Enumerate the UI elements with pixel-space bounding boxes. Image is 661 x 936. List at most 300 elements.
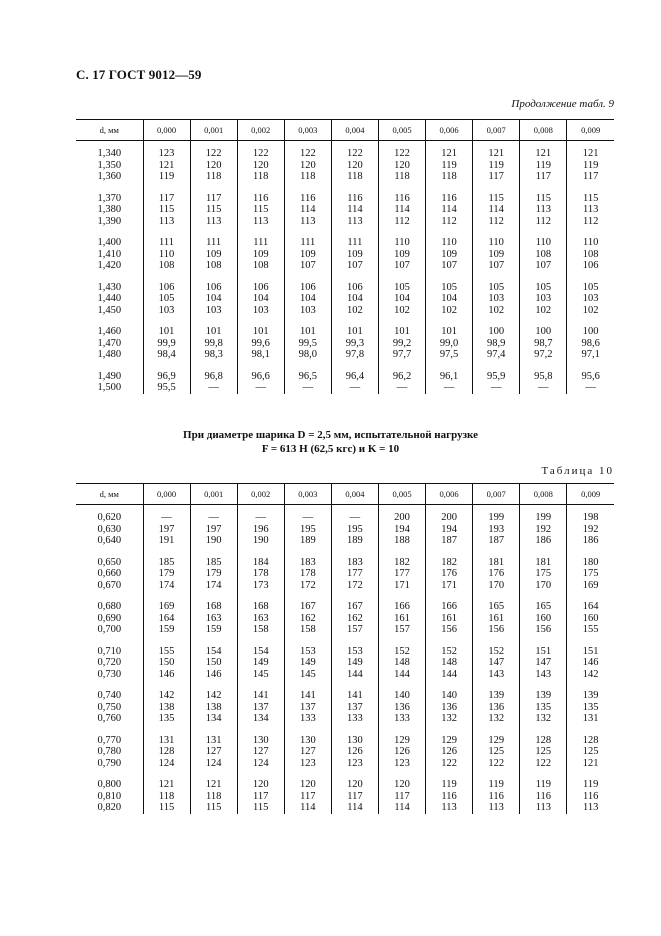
- hardness-cell: 106: [143, 282, 190, 294]
- hardness-cell: 127: [284, 746, 331, 758]
- hardness-cell: 107: [473, 260, 520, 272]
- hardness-cell: 189: [284, 535, 331, 547]
- hardness-cell: 118: [378, 171, 425, 183]
- spacer-cell: [567, 316, 614, 326]
- hardness-cell: 97,5: [426, 349, 473, 361]
- hardness-cell: 173: [237, 580, 284, 592]
- spacer-cell: [331, 361, 378, 371]
- spacer-cell: [426, 725, 473, 735]
- hardness-cell: 199: [473, 505, 520, 524]
- hardness-cell: 127: [190, 746, 237, 758]
- diameter-cell: 0,650: [97, 556, 122, 568]
- hardness-cell: 164: [143, 613, 190, 625]
- hardness-cell: 102: [378, 305, 425, 317]
- hardness-cell: 99,5: [284, 338, 331, 350]
- table-row: [76, 746, 614, 758]
- hardness-cell: 117: [331, 791, 378, 803]
- spacer-cell: [190, 361, 237, 371]
- hardness-cell: 116: [426, 193, 473, 205]
- hardness-cell: 98,7: [520, 338, 567, 350]
- spacer-cell: [190, 183, 237, 193]
- hardness-cell: 141: [331, 690, 378, 702]
- hardness-cell: 104: [237, 293, 284, 305]
- table-header-row: [76, 120, 614, 141]
- hardness-cell: 175: [567, 568, 614, 580]
- diameter-cell: 0,720: [97, 657, 122, 668]
- spacer-cell: [567, 591, 614, 601]
- hardness-cell: 122: [190, 141, 237, 160]
- hardness-cell: 151: [567, 646, 614, 658]
- spacer-cell: [426, 547, 473, 557]
- hardness-cell: 115: [143, 802, 190, 814]
- table-row: [76, 141, 614, 160]
- hardness-cell: 99,9: [143, 338, 190, 350]
- table-row: [76, 524, 614, 536]
- hardness-cell: 119: [567, 160, 614, 172]
- hardness-cell: 199: [520, 505, 567, 524]
- hardness-cell: 110: [143, 249, 190, 261]
- spacer-cell: [426, 272, 473, 282]
- table-row: [76, 601, 614, 613]
- hardness-cell: 107: [284, 260, 331, 272]
- hardness-cell: 147: [520, 657, 567, 669]
- spacer-cell: [76, 769, 143, 779]
- hardness-cell: 98,0: [284, 349, 331, 361]
- hardness-cell: 109: [284, 249, 331, 261]
- diameter-cell: 0,820: [97, 802, 122, 813]
- group-spacer: [76, 183, 614, 193]
- spacer-cell: [473, 591, 520, 601]
- column-header-offset: 0,006: [426, 120, 473, 141]
- hardness-cell: 142: [143, 690, 190, 702]
- hardness-cell: —: [567, 382, 614, 394]
- hardness-cell: 122: [520, 758, 567, 770]
- hardness-cell: 113: [567, 802, 614, 814]
- hardness-cell: 116: [284, 193, 331, 205]
- hardness-cell: —: [190, 505, 237, 524]
- diameter-cell: 0,670: [97, 579, 122, 591]
- hardness-cell: 107: [520, 260, 567, 272]
- table10-caption: [0, 428, 661, 456]
- hardness-cell: 197: [190, 524, 237, 536]
- spacer-cell: [567, 769, 614, 779]
- hardness-cell: 146: [567, 657, 614, 669]
- hardness-cell: 198: [567, 505, 614, 524]
- hardness-cell: 119: [473, 779, 520, 791]
- hardness-cell: 102: [567, 305, 614, 317]
- hardness-cell: 110: [473, 237, 520, 249]
- spacer-cell: [190, 725, 237, 735]
- spacer-cell: [473, 547, 520, 557]
- hardness-cell: 96,2: [378, 371, 425, 383]
- hardness-cell: 156: [473, 624, 520, 636]
- hardness-cell: 121: [143, 160, 190, 172]
- hardness-cell: 98,4: [143, 349, 190, 361]
- hardness-cell: 111: [284, 237, 331, 249]
- hardness-cell: 113: [520, 802, 567, 814]
- hardness-cell: 122: [284, 141, 331, 160]
- hardness-cell: 115: [190, 204, 237, 216]
- spacer-cell: [378, 183, 425, 193]
- spacer-cell: [520, 227, 567, 237]
- hardness-cell: 183: [331, 557, 378, 569]
- hardness-cell: 119: [426, 779, 473, 791]
- hardness-cell: 103: [190, 305, 237, 317]
- diameter-cell: 0,700: [97, 624, 122, 635]
- hardness-cell: 120: [331, 779, 378, 791]
- table-continuation-label: Продолжение табл. 9: [511, 98, 614, 110]
- spacer-cell: [284, 725, 331, 735]
- hardness-cell: 171: [426, 580, 473, 592]
- hardness-cell: 115: [143, 204, 190, 216]
- spacer-cell: [284, 591, 331, 601]
- diameter-cell: 1,460: [97, 326, 122, 337]
- hardness-cell: —: [473, 382, 520, 394]
- hardness-cell: 158: [284, 624, 331, 636]
- hardness-cell: 142: [190, 690, 237, 702]
- hardness-cell: 123: [284, 758, 331, 770]
- table-row: [76, 646, 614, 658]
- hardness-cell: 123: [378, 758, 425, 770]
- hardness-cell: 98,3: [190, 349, 237, 361]
- table-row: [76, 305, 614, 317]
- hardness-cell: 187: [473, 535, 520, 547]
- hardness-cell: 112: [378, 216, 425, 228]
- spacer-cell: [143, 725, 190, 735]
- hardness-cell: 156: [520, 624, 567, 636]
- hardness-cell: 120: [284, 160, 331, 172]
- hardness-cell: 120: [190, 160, 237, 172]
- hardness-cell: 105: [143, 293, 190, 305]
- hardness-cell: 183: [284, 557, 331, 569]
- hardness-cell: 116: [237, 193, 284, 205]
- spacer-cell: [76, 316, 143, 326]
- hardness-cell: 165: [520, 601, 567, 613]
- hardness-cell: 117: [378, 791, 425, 803]
- spacer-cell: [567, 183, 614, 193]
- hardness-cell: 129: [426, 735, 473, 747]
- hardness-cell: 170: [473, 580, 520, 592]
- hardness-cell: 179: [190, 568, 237, 580]
- hardness-cell: 122: [331, 141, 378, 160]
- column-header-offset: 0,009: [567, 484, 614, 505]
- hardness-cell: 145: [237, 669, 284, 681]
- hardness-cell: 100: [520, 326, 567, 338]
- hardness-cell: 108: [143, 260, 190, 272]
- group-spacer: [76, 680, 614, 690]
- hardness-cell: 180: [567, 557, 614, 569]
- hardness-cell: 159: [143, 624, 190, 636]
- hardness-cell: 182: [378, 557, 425, 569]
- hardness-cell: 157: [331, 624, 378, 636]
- hardness-cell: 149: [237, 657, 284, 669]
- hardness-cell: —: [378, 382, 425, 394]
- hardness-cell: 165: [473, 601, 520, 613]
- hardness-cell: 200: [426, 505, 473, 524]
- hardness-cell: —: [520, 382, 567, 394]
- hardness-cell: 114: [331, 802, 378, 814]
- diameter-cell: 0,630: [97, 523, 122, 535]
- hardness-cell: 130: [331, 735, 378, 747]
- spacer-cell: [567, 361, 614, 371]
- hardness-cell: 120: [331, 160, 378, 172]
- hardness-cell: 137: [284, 702, 331, 714]
- diameter-cell: 0,730: [97, 668, 122, 680]
- hardness-cell: 112: [426, 216, 473, 228]
- spacer-cell: [237, 591, 284, 601]
- hardness-cell: 138: [190, 702, 237, 714]
- column-header-offset: 0,002: [237, 484, 284, 505]
- hardness-cell: 97,8: [331, 349, 378, 361]
- hardness-cell: 123: [331, 758, 378, 770]
- table-row: [76, 702, 614, 714]
- table-row: [76, 535, 614, 547]
- spacer-cell: [520, 769, 567, 779]
- hardness-cell: 109: [378, 249, 425, 261]
- hardness-cell: 117: [190, 193, 237, 205]
- hardness-cell: 128: [143, 746, 190, 758]
- hardness-cell: 143: [520, 669, 567, 681]
- spacer-cell: [473, 361, 520, 371]
- hardness-cell: 187: [426, 535, 473, 547]
- hardness-cell: 174: [190, 580, 237, 592]
- hardness-cell: 146: [143, 669, 190, 681]
- hardness-cell: 167: [284, 601, 331, 613]
- hardness-cell: 109: [237, 249, 284, 261]
- spacer-cell: [473, 227, 520, 237]
- column-header-offset: 0,000: [143, 120, 190, 141]
- hardness-cell: 129: [378, 735, 425, 747]
- hardness-cell: 176: [473, 568, 520, 580]
- column-header-offset: 0,003: [284, 120, 331, 141]
- spacer-cell: [143, 769, 190, 779]
- hardness-cell: 126: [331, 746, 378, 758]
- spacer-cell: [331, 547, 378, 557]
- table-row: [76, 249, 614, 261]
- hardness-cell: 134: [237, 713, 284, 725]
- hardness-cell: 104: [284, 293, 331, 305]
- hardness-cell: 113: [567, 204, 614, 216]
- spacer-cell: [76, 591, 143, 601]
- hardness-cell: 150: [190, 657, 237, 669]
- hardness-cell: 115: [190, 802, 237, 814]
- hardness-cell: 119: [473, 160, 520, 172]
- hardness-cell: 193: [473, 524, 520, 536]
- spacer-cell: [284, 316, 331, 326]
- spacer-cell: [190, 316, 237, 326]
- table-row: [76, 657, 614, 669]
- spacer-cell: [284, 636, 331, 646]
- table-row: [76, 282, 614, 294]
- hardness-cell: —: [284, 505, 331, 524]
- hardness-cell: 106: [237, 282, 284, 294]
- hardness-cell: 95,5: [143, 382, 190, 394]
- hardness-cell: 131: [143, 735, 190, 747]
- hardness-cell: 106: [190, 282, 237, 294]
- group-spacer: [76, 227, 614, 237]
- hardness-cell: 167: [331, 601, 378, 613]
- diameter-cell: 1,360: [97, 171, 122, 182]
- diameter-cell: 1,380: [97, 204, 122, 215]
- spacer-cell: [567, 680, 614, 690]
- hardness-cell: 195: [331, 524, 378, 536]
- column-header-offset: 0,007: [473, 120, 520, 141]
- spacer-cell: [473, 769, 520, 779]
- hardness-cell: 106: [284, 282, 331, 294]
- hardness-cell: 184: [237, 557, 284, 569]
- spacer-cell: [473, 316, 520, 326]
- column-header-offset: 0,006: [426, 484, 473, 505]
- spacer-cell: [520, 591, 567, 601]
- table-row: [76, 802, 614, 814]
- hardness-cell: 144: [426, 669, 473, 681]
- column-header-offset: 0,001: [190, 484, 237, 505]
- spacer-cell: [237, 769, 284, 779]
- spacer-cell: [190, 680, 237, 690]
- hardness-cell: 105: [426, 282, 473, 294]
- spacer-cell: [378, 316, 425, 326]
- hardness-cell: 194: [426, 524, 473, 536]
- hardness-cell: 118: [284, 171, 331, 183]
- table-row: [76, 613, 614, 625]
- hardness-cell: 179: [143, 568, 190, 580]
- hardness-cell: 114: [378, 802, 425, 814]
- hardness-cell: 142: [567, 669, 614, 681]
- table-row: [76, 568, 614, 580]
- hardness-cell: 109: [331, 249, 378, 261]
- hardness-cell: 127: [237, 746, 284, 758]
- diameter-cell: 0,800: [97, 779, 122, 790]
- hardness-cell: 148: [426, 657, 473, 669]
- spacer-cell: [378, 769, 425, 779]
- spacer-cell: [284, 183, 331, 193]
- hardness-cell: 103: [143, 305, 190, 317]
- hardness-cell: 189: [331, 535, 378, 547]
- diameter-cell: 0,660: [97, 568, 122, 579]
- spacer-cell: [331, 636, 378, 646]
- hardness-cell: 110: [378, 237, 425, 249]
- column-header-offset: 0,007: [473, 484, 520, 505]
- hardness-cell: 120: [284, 779, 331, 791]
- hardness-cell: 101: [190, 326, 237, 338]
- spacer-cell: [520, 272, 567, 282]
- spacer-cell: [378, 227, 425, 237]
- hardness-cell: 164: [567, 601, 614, 613]
- diameter-cell: 0,780: [97, 746, 122, 757]
- hardness-cell: 143: [473, 669, 520, 681]
- spacer-cell: [143, 361, 190, 371]
- hardness-cell: 138: [143, 702, 190, 714]
- table-row: [76, 349, 614, 361]
- hardness-cell: 117: [473, 171, 520, 183]
- group-spacer: [76, 769, 614, 779]
- table-row: [76, 160, 614, 172]
- hardness-cell: 101: [143, 326, 190, 338]
- hardness-cell: 161: [473, 613, 520, 625]
- hardness-cell: 151: [520, 646, 567, 658]
- hardness-cell: 178: [237, 568, 284, 580]
- hardness-cell: 104: [426, 293, 473, 305]
- hardness-cell: 166: [378, 601, 425, 613]
- spacer-cell: [567, 547, 614, 557]
- hardness-cell: 159: [190, 624, 237, 636]
- hardness-cell: 111: [143, 237, 190, 249]
- hardness-cell: 103: [567, 293, 614, 305]
- spacer-cell: [190, 547, 237, 557]
- spacer-cell: [378, 636, 425, 646]
- hardness-cell: 121: [190, 779, 237, 791]
- diameter-cell: 1,420: [97, 260, 122, 271]
- hardness-cell: 154: [237, 646, 284, 658]
- spacer-cell: [237, 725, 284, 735]
- spacer-cell: [426, 316, 473, 326]
- hardness-cell: 140: [378, 690, 425, 702]
- spacer-cell: [426, 361, 473, 371]
- hardness-cell: 152: [473, 646, 520, 658]
- hardness-cell: —: [143, 505, 190, 524]
- hardness-cell: 114: [473, 204, 520, 216]
- hardness-cell: 105: [378, 282, 425, 294]
- hardness-cell: 96,8: [190, 371, 237, 383]
- spacer-cell: [284, 769, 331, 779]
- table-row: [76, 216, 614, 228]
- group-spacer: [76, 591, 614, 601]
- spacer-cell: [378, 725, 425, 735]
- hardness-cell: 139: [567, 690, 614, 702]
- spacer-cell: [143, 272, 190, 282]
- hardness-cell: 103: [237, 305, 284, 317]
- hardness-cell: 121: [567, 141, 614, 160]
- hardness-cell: 131: [567, 713, 614, 725]
- table-row: [76, 779, 614, 791]
- hardness-cell: 113: [331, 216, 378, 228]
- hardness-cell: 132: [426, 713, 473, 725]
- spacer-cell: [143, 547, 190, 557]
- hardness-cell: 136: [378, 702, 425, 714]
- hardness-cell: 190: [190, 535, 237, 547]
- hardness-cell: 104: [190, 293, 237, 305]
- column-header-offset: 0,005: [378, 484, 425, 505]
- spacer-cell: [426, 636, 473, 646]
- hardness-cell: 176: [426, 568, 473, 580]
- diameter-cell: 1,390: [97, 215, 122, 227]
- spacer-cell: [473, 183, 520, 193]
- diameter-cell: 0,810: [97, 790, 122, 802]
- hardness-cell: 113: [190, 216, 237, 228]
- diameter-cell: 0,680: [97, 601, 122, 612]
- hardness-cell: 119: [520, 160, 567, 172]
- hardness-cell: 104: [331, 293, 378, 305]
- hardness-cell: 161: [378, 613, 425, 625]
- diameter-cell: 1,400: [97, 237, 122, 248]
- table-row: [76, 293, 614, 305]
- hardness-cell: 101: [237, 326, 284, 338]
- spacer-cell: [76, 361, 143, 371]
- hardness-cell: 153: [331, 646, 378, 658]
- hardness-cell: 141: [237, 690, 284, 702]
- hardness-cell: 112: [567, 216, 614, 228]
- diameter-cell: 0,770: [97, 734, 122, 746]
- group-spacer: [76, 316, 614, 326]
- spacer-cell: [76, 272, 143, 282]
- hardness-cell: —: [190, 382, 237, 394]
- spacer-cell: [473, 680, 520, 690]
- hardness-cell: 172: [331, 580, 378, 592]
- diameter-cell: 0,620: [97, 512, 122, 523]
- hardness-cell: 134: [190, 713, 237, 725]
- hardness-cell: 135: [143, 713, 190, 725]
- spacer-cell: [567, 272, 614, 282]
